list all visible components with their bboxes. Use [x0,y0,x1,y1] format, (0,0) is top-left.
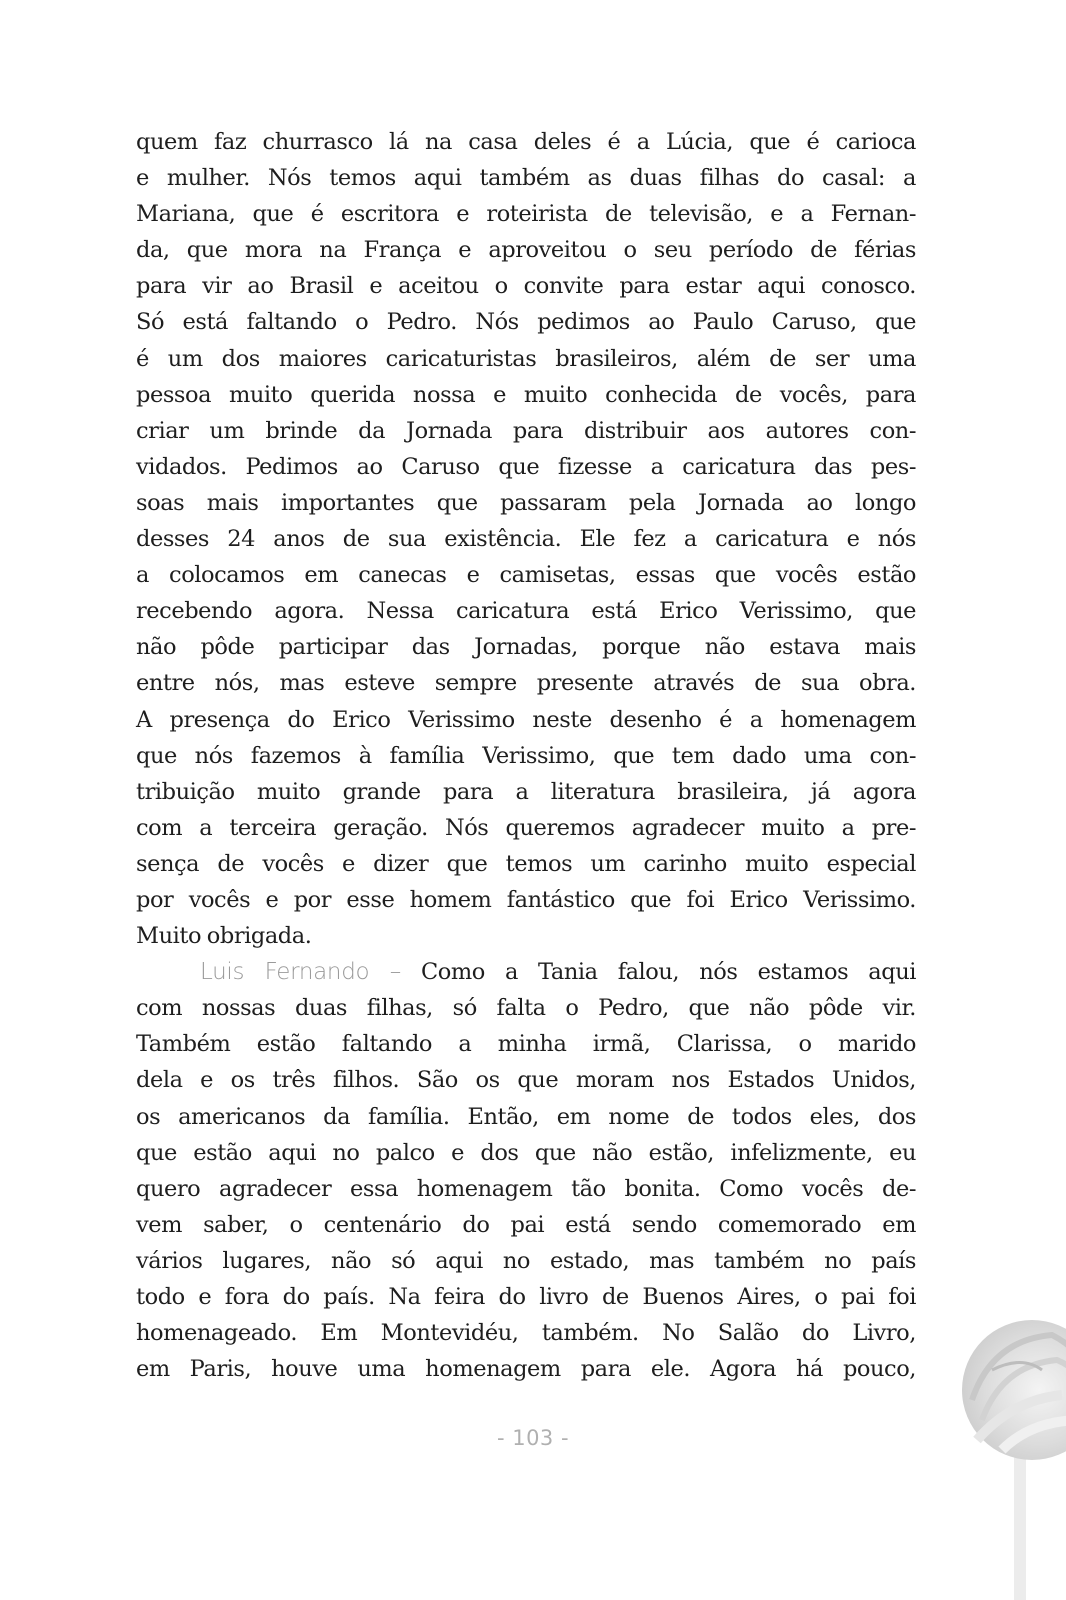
speaker-line [136,954,916,990]
text-line: vidados. Pedimos ao Caruso que fizesse a caricatura das pes- [136,453,916,480]
text-line: recebendo agora. Nessa caricatura está Erico Verissimo, que [136,598,916,625]
text-line: quero agradecer essa homenagem tão bonita. Como vocês de- [136,1175,916,1202]
text-line: quem faz churrasco lá na casa deles é a Lúcia, que é carioca [136,129,916,155]
text-line: e mulher. Nós temos aqui também as duas filhas do casal: a [136,165,916,192]
body-text [136,124,916,1387]
text-line: vem saber, o centenário do pai está sendo comemorado em [136,1211,916,1238]
text-line: criar um brinde da Jornada para distribuir aos autores con- [136,417,916,444]
text-line: é um dos maiores caricaturistas brasileiros, além de ser uma [136,345,916,372]
page-number: - 103 - [496,1426,570,1450]
text-line: tribuição muito grande para a literatura brasileira, já agora [136,778,916,805]
text-line: Só está faltando o Pedro. Nós pedimos ao Paulo Caruso, que [136,309,916,336]
text-line: desses 24 anos de sua existência. Ele fez a caricatura e nós [136,526,916,553]
text-line: vários lugares, não só aqui no estado, mas também no país [136,1247,916,1274]
text-line: entre nós, mas esteve sempre presente através de sua obra. [136,670,916,697]
text-line: A presença do Erico Verissimo neste desenho é a homenagem [136,706,916,733]
text-line: Muito obrigada. [136,923,312,950]
text-line: em Paris, houve uma homenagem para ele. Agora há pouco, [136,1356,916,1383]
text-line: Mariana, que é escritora e roteirista de televisão, e a Fernan- [136,201,916,228]
lollipop-icon [932,1310,1066,1600]
text-line: os americanos da família. Então, em nome de todos eles, dos [136,1103,916,1130]
text-line: homenageado. Em Montevidéu, também. No Salão do Livro, [136,1320,916,1347]
text-line: não pôde participar das Jornadas, porque não estava mais [136,634,916,661]
text-line: todo e fora do país. Na feira do livro de Buenos Aires, o pai foi [136,1284,916,1310]
text-line: por vocês e por esse homem fantástico que foi Erico Verissimo. [136,886,916,913]
text-line: sença de vocês e dizer que temos um carinho muito especial [136,850,916,877]
text-line: soas mais importantes que passaram pela Jornada ao longo [136,489,916,516]
text-line: a colocamos em canecas e camisetas, essas que vocês estão [136,562,916,589]
speaker-name: Luis Fernando – [200,959,401,986]
text-line: com nossas duas filhas, só falta o Pedro, que não pôde vir. [136,995,916,1022]
text-span: Como a Tania falou, nós estamos aqui [400,959,916,986]
text-line: da, que mora na França e aproveitou o seu período de férias [136,237,916,264]
text-line: que estão aqui no palco e dos que não estão, infelizmente, eu [136,1139,916,1166]
text-line: Também estão faltando a minha irmã, Clarissa, o marido [136,1031,916,1058]
text-line: pessoa muito querida nossa e muito conhecida de vocês, para [136,381,916,408]
text-line: que nós fazemos à família Verissimo, que tem dado uma con- [136,742,916,769]
text-line: para vir ao Brasil e aceitou o convite para estar aqui conosco. [136,273,916,300]
text-line: com a terceira geração. Nós queremos agradecer muito a pre- [136,814,916,841]
text-line: dela e os três filhos. São os que moram nos Estados Unidos, [136,1067,916,1094]
